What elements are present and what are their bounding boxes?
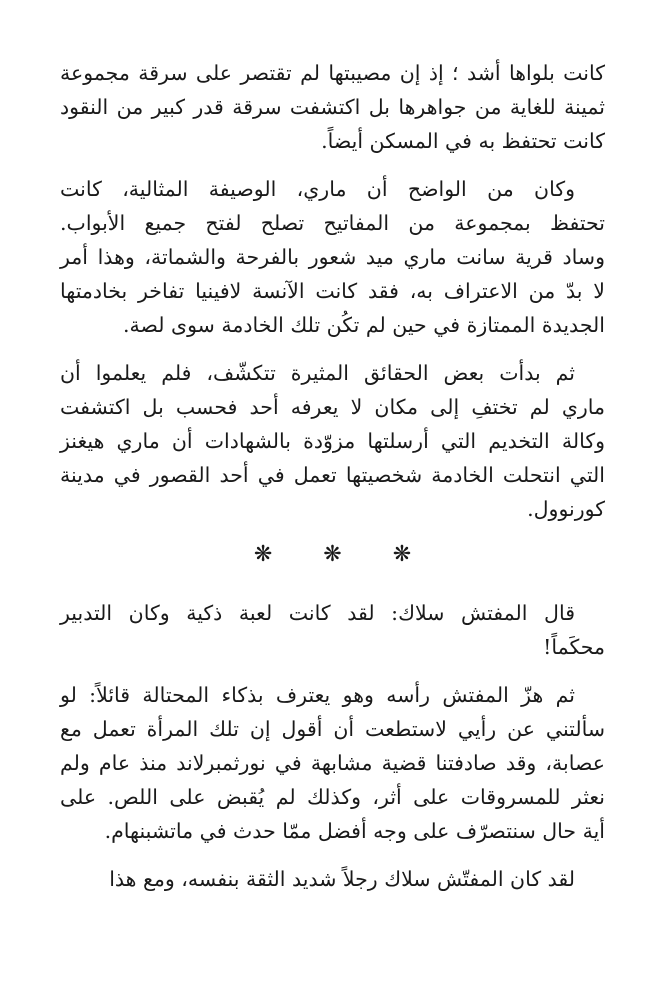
text-line: كانت تحتفظ به في المسكن أيضاً. <box>321 129 605 153</box>
text-line: ثم هزّ المفتش رأسه وهو يعترف بذكاء المحتالة قائلاً: لو <box>60 683 575 707</box>
text-line: عصابة، وقد صادفتنا قضية مشابهة في نورثمبرلاند منذ عام ولم <box>60 751 605 775</box>
text-line: التي انتحلت الخادمة شخصيتها تعمل في أحد القصور في مدينة <box>60 463 605 487</box>
paragraph <box>60 356 605 526</box>
text-line: الجديدة الممتازة في حين لم تكُن تلك الخادمة سوى لصة. <box>122 313 605 337</box>
text-line: ثم بدأت بعض الحقائق المثيرة تتكشّف، فلم يعلموا أن <box>60 361 575 385</box>
text-line: نعثر للمسروقات على أثر، وكذلك لم يُقبض على اللص. على <box>60 785 605 809</box>
text-line: وساد قرية سانت ماري ميد شعور بالفرحة والشماتة، وهذا أمر <box>60 245 605 269</box>
paragraph <box>60 678 605 848</box>
paragraph <box>60 862 605 896</box>
text-line: وكان من الواضح أن ماري، الوصيفة المثالية، كانت <box>60 177 575 201</box>
text-line: قال المفتش سلاك: لقد كانت لعبة ذكية وكان التدبير <box>60 601 575 625</box>
text-line: محكَماً! <box>543 635 605 659</box>
paragraph <box>60 596 605 664</box>
text-line: وكالة التخديم التي أرسلتها مزوّدة بالشهادات أن ماري هيغنز <box>60 429 605 453</box>
section-separator: ❋ ❋ ❋ <box>253 542 434 567</box>
text-block-after-separator <box>60 596 605 896</box>
text-line: ماري لم تختفِ إلى مكان لا يعرفه أحد فحسب بل اكتشفت <box>60 395 605 419</box>
text-line: تحتفظ بمجموعة من المفاتيح تصلح لفتح جميع الأبواب. <box>60 211 605 235</box>
text-line: أية حال سنتصرّف على وجه أفضل ممّا حدث في ماتشبنهام. <box>104 819 605 843</box>
text-line: كانت بلواها أشد ؛ إذ إن مصيبتها لم تقتصر على سرقة مجموعة <box>60 61 605 85</box>
paragraph <box>60 172 605 342</box>
text-line: ثمينة للغاية من جواهرها بل اكتشفت سرقة قدر كبير من النقود <box>60 95 605 119</box>
text-line: لا بدّ من الاعتراف به، فقد كانت الآنسة لافينيا تفاخر بخادمتها <box>60 279 605 303</box>
text-block-before-separator <box>60 56 605 526</box>
text-line: سألتني عن رأيي لاستطعت أن أقول إن تلك المرأة تعمل مع <box>60 717 605 741</box>
text-line: كورنوول. <box>527 497 605 521</box>
book-page <box>60 56 605 910</box>
paragraph <box>60 56 605 158</box>
text-line: لقد كان المفتّش سلاك رجلاً شديد الثقة بنفسه، ومع هذا <box>109 867 575 891</box>
